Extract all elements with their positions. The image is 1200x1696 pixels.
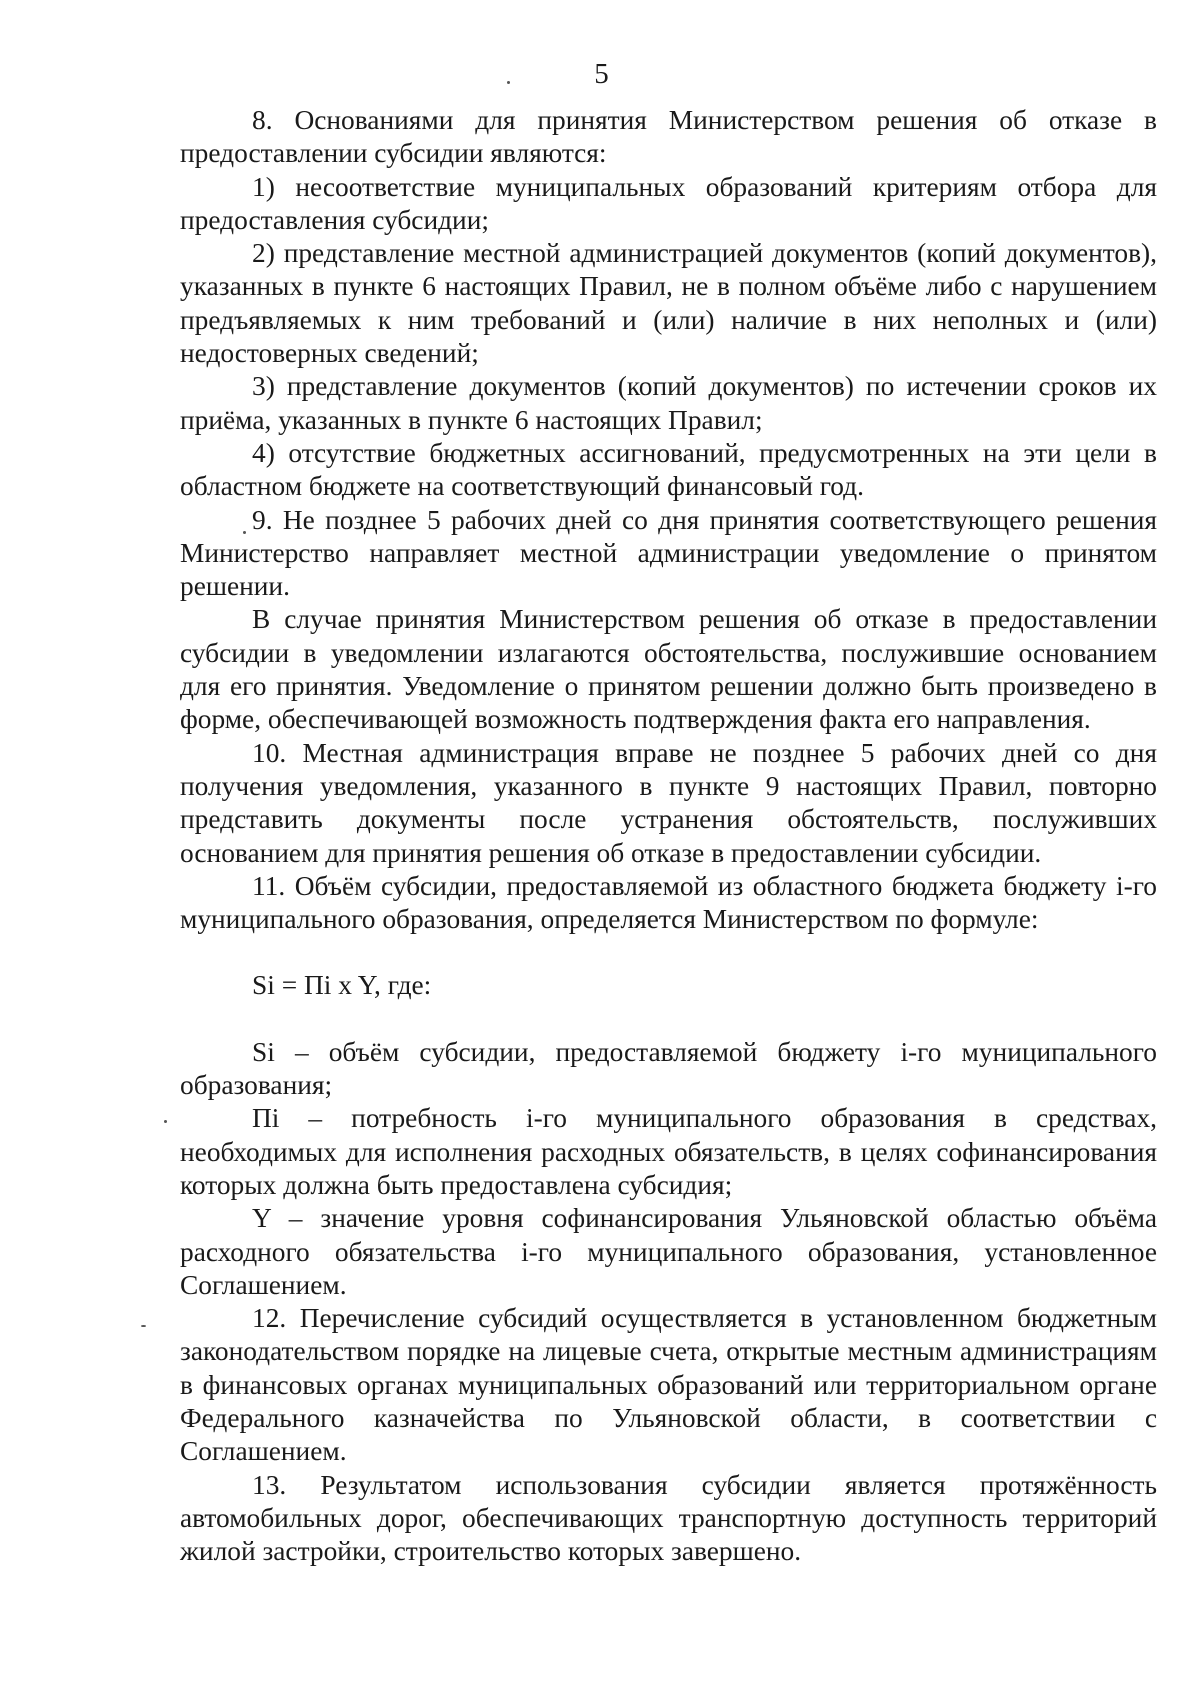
scan-speck [164, 1120, 167, 1123]
paragraph-8-item-2: 2) представление местной администрацией документов (копий документов), указанных в пункте 6 настоящих Правил, не в полном объёме либо с нарушением предъявляемых к ним требований и (или) наличие в них неполных и (или) недостоверных сведений; [180, 238, 1157, 369]
document-body [180, 104, 1157, 1568]
scan-speck [141, 1325, 146, 1327]
definition-y: Y – значение уровня софинансирования Ульяновской областью объёма расходного обязательства i-го муниципального образования, установленное Соглашением. [180, 1203, 1157, 1300]
paragraph-12: 12. Перечисление субсидий осуществляется в установленном бюджетным законодательством порядке на лицевые счета, открытые местным администрациям в финансовых органах муниципальных образований или территориальном органе Федерального казначейства по Ульяновской области, в соответствии с Соглашением. [180, 1303, 1157, 1467]
paragraph-13: 13. Результатом использования субсидии является протяжённость автомобильных дорог, обеспечивающих транспортную доступность территорий жилой застройки, строительство которых завершено. [180, 1469, 1157, 1567]
definition-si: Si – объём субсидии, предоставляемой бюджету i-го муниципального образования; [180, 1036, 1157, 1101]
subsidy-formula: Si = Пi x Y, где: [252, 970, 432, 1001]
scan-speck [507, 81, 510, 84]
paragraph-8: 8. Основаниями для принятия Министерством решения об отказе в предоставлении субсидии являются: [180, 105, 1157, 169]
paragraph-8-item-4: 4) отсутствие бюджетных ассигнований, предусмотренных на эти цели в областном бюджете на соответствующий финансовый год. [180, 437, 1157, 502]
paragraph-11: 11. Объём субсидии, предоставляемой из областного бюджета бюджету i-го муниципального образования, определяется Министерством по формуле: [180, 870, 1157, 935]
paragraph-8-item-1: 1) несоответствие муниципальных образований критериям отбора для предоставления субсидии; [180, 171, 1157, 235]
paragraph-10: 10. Местная администрация вправе не позднее 5 рабочих дней со дня получения уведомления, указанного в пункте 9 настоящих Правил, повторно представить документы после устранения обстоятельств, послуживших основанием для принятия решения об отказе в предоставлении субсидии. [180, 737, 1157, 868]
paragraph-9: 9. Не позднее 5 рабочих дней со дня принятия соответствующего решения Министерство направляет местной администрации уведомление о принятом решении. [180, 504, 1157, 602]
definition-pi: Пi – потребность i-го муниципального образования в средствах, необходимых для исполнения расходных обязательств, в целях софинансирования которых должна быть предоставлена субсидия; [180, 1103, 1157, 1200]
paragraph-9-continuation: В случае принятия Министерством решения об отказе в предоставлении субсидии в уведомлении излагаются обстоятельства, послужившие основанием для его принятия. Уведомление о принятом решении должно быть произведено в форме, обеспечивающей возможность подтверждения факта его направления. [180, 604, 1157, 735]
paragraph-8-item-3: 3) представление документов (копий документов) по истечении сроков их приёма, указанных в пункте 6 настоящих Правил; [180, 371, 1157, 435]
page-number: 5 [594, 58, 609, 90]
